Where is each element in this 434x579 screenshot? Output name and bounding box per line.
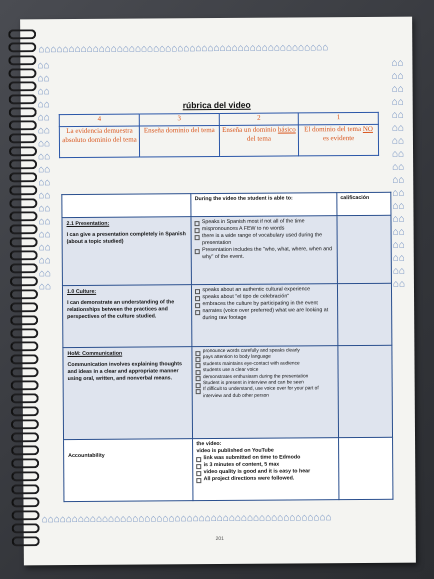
accountability-line: video is published on YouTube (196, 447, 274, 455)
table-row (62, 215, 391, 285)
score-label: Enseña dominio del tema (139, 125, 219, 157)
descriptor-cell (192, 346, 338, 439)
grade-cell (337, 215, 391, 283)
checklist-item: pays attention to body language (196, 355, 335, 362)
spiral-coil (9, 198, 37, 208)
spiral-coil (11, 406, 39, 416)
spiral-coil (10, 289, 38, 299)
criterion-text: I can demonstrate an understanding of the relationships between the practices and perspectives of the culture studied. (67, 299, 175, 321)
table-row (62, 283, 391, 347)
checklist-item: embraces the culture by participating in the event (195, 300, 334, 308)
rubric-table (61, 192, 393, 502)
page-number: 201 (215, 535, 224, 543)
checklist-item: narrates (voice over preferred) what we are looking at during raw footage (195, 307, 334, 322)
spiral-coil (9, 133, 37, 143)
checklist-item: Speaks in Spanish most if not all of the time (195, 218, 334, 226)
spiral-coil (11, 458, 39, 468)
score-scale (59, 112, 379, 158)
descriptors-header: During the video the student is able to: (191, 193, 337, 217)
spiral-coil (10, 250, 38, 260)
spiral-coil (11, 432, 39, 442)
score-number: 4 (59, 114, 139, 127)
criterion-cell (63, 347, 193, 440)
checklist-item: speaks about "el tipo de celebración" (195, 293, 334, 301)
accountability-line: the video: (196, 440, 222, 448)
checklist-item: video quality is good and it is easy to hear (197, 468, 336, 476)
spiral-coil (10, 224, 38, 234)
house-border-icon: ⌂⌂⌂⌂⌂⌂⌂⌂⌂⌂⌂⌂⌂⌂⌂⌂⌂⌂⌂⌂⌂⌂⌂⌂⌂⌂⌂⌂⌂⌂⌂⌂⌂⌂⌂⌂⌂⌂⌂⌂⌂⌂⌂⌂⌂⌂⌂⌂ (38, 42, 329, 56)
spiral-coil (11, 445, 39, 455)
checklist-item: Student is present in interview and can be seen (196, 380, 335, 387)
score-label: La evidencia demuestra absoluto dominio del tema (59, 126, 139, 158)
checklist-item: mispronounces A FEW to no words (195, 225, 334, 233)
checklist-item: students maintains eye-contact with audience (196, 361, 335, 368)
criterion-cell (62, 285, 192, 348)
table-row (63, 345, 393, 439)
spiral-coil (10, 263, 38, 273)
spiral-coil (11, 367, 39, 377)
descriptor-cell (193, 438, 339, 501)
checklist-item: is 3 minutes of content, 5 max (197, 461, 336, 469)
spiral-coil (10, 315, 38, 325)
spiral-coil (8, 55, 36, 65)
underlined-word: básico (277, 125, 296, 134)
spiral-coil (9, 211, 37, 221)
checklist-item: If difficult to understand, use voice over for your part of interview and dub other person (196, 387, 335, 401)
checklist-item: demonstrates enthusiasm during the presentation (196, 374, 335, 381)
spiral-coil (11, 471, 39, 481)
score-label: Enseña un dominio básico del tema (219, 125, 299, 157)
house-border-icon: ⌂⌂⌂⌂⌂⌂⌂⌂⌂⌂⌂⌂⌂⌂⌂⌂⌂⌂⌂⌂⌂⌂⌂⌂⌂⌂⌂⌂⌂⌂⌂⌂⌂⌂⌂⌂ (391, 57, 406, 290)
criterion-text: Communication involves explaining thoughts and ideas in a clear and appropriate manner using oral, written, and nonverbal means. (67, 361, 183, 383)
underlined-word: NO (362, 124, 373, 133)
spiral-coil (9, 120, 37, 130)
score-number: 3 (139, 113, 219, 126)
grade-cell (338, 345, 393, 437)
spiral-coil (10, 302, 38, 312)
spiral-coil (11, 393, 39, 403)
spiral-coil (10, 328, 38, 338)
spiral-coil (11, 380, 39, 390)
grade-header: calificación (337, 192, 391, 215)
descriptor-cell (192, 284, 338, 347)
score-label: El dominio del tema NO es evidente (299, 124, 379, 156)
spiral-coil (9, 159, 37, 169)
spiral-coil (8, 29, 36, 39)
criterion-text: I can give a presentation completely in Spanish (about a topic studied) (66, 231, 186, 246)
house-border-icon: ⌂⌂⌂⌂⌂⌂⌂⌂⌂⌂⌂⌂⌂⌂⌂⌂⌂⌂⌂⌂⌂⌂⌂⌂⌂⌂⌂⌂⌂⌂⌂⌂⌂⌂⌂⌂⌂⌂⌂⌂⌂⌂⌂⌂⌂⌂⌂⌂ (41, 512, 332, 526)
criterion-title: 2.1 Presentation: (66, 220, 110, 228)
checklist-item: students use a clear voice (196, 367, 335, 374)
spiral-coil (12, 523, 40, 533)
score-number: 1 (299, 112, 379, 125)
checklist-item: speaks about an authentic cultural experience (195, 286, 334, 294)
spiral-coil (10, 354, 38, 364)
spiral-coil (8, 42, 36, 52)
spiral-coil (10, 276, 38, 286)
spiral-coil (12, 510, 40, 520)
descriptor-cell (191, 216, 337, 285)
house-border-icon: ⌂⌂⌂⌂⌂⌂⌂⌂⌂⌂⌂⌂⌂⌂⌂⌂⌂⌂⌂⌂⌂⌂⌂⌂⌂⌂⌂⌂⌂⌂⌂⌂⌂⌂⌂⌂ (37, 60, 52, 293)
checklist-item: there is a wide range of vocabulary used during the presentation (195, 232, 334, 247)
spiral-coil (9, 185, 37, 195)
spiral-coil (9, 172, 37, 182)
binder-page (20, 17, 416, 566)
spiral-coil (11, 484, 39, 494)
spiral-coil (9, 81, 37, 91)
checklist-item: link was submitted on time to Edmodo (196, 454, 335, 462)
spiral-coil (8, 68, 36, 78)
criteria-header (62, 194, 192, 218)
grade-cell (339, 437, 393, 499)
page-title: rúbrica del video (182, 99, 251, 111)
grade-cell (337, 283, 391, 345)
criterion-title: 1.0 Culture: (66, 288, 97, 296)
spiral-coil (11, 419, 39, 429)
rubric-header-row (62, 192, 391, 217)
criterion-cell (62, 217, 192, 286)
checklist-item: pronounce words carefully and speaks clearly (196, 348, 335, 355)
checklist-item: All project directions were followed. (197, 475, 336, 483)
criterion-title: Accountability (68, 452, 105, 460)
spiral-coil (11, 497, 39, 507)
criterion-cell (64, 439, 194, 502)
spiral-coil (10, 341, 38, 351)
score-number: 2 (219, 113, 299, 126)
criterion-title: HoM: Communication (67, 350, 123, 358)
spiral-coil (10, 237, 38, 247)
table-row (64, 437, 393, 501)
spiral-coil (9, 146, 37, 156)
checklist-item: Presentation includes the "who, what, where, when and why" of the event. (195, 246, 334, 261)
